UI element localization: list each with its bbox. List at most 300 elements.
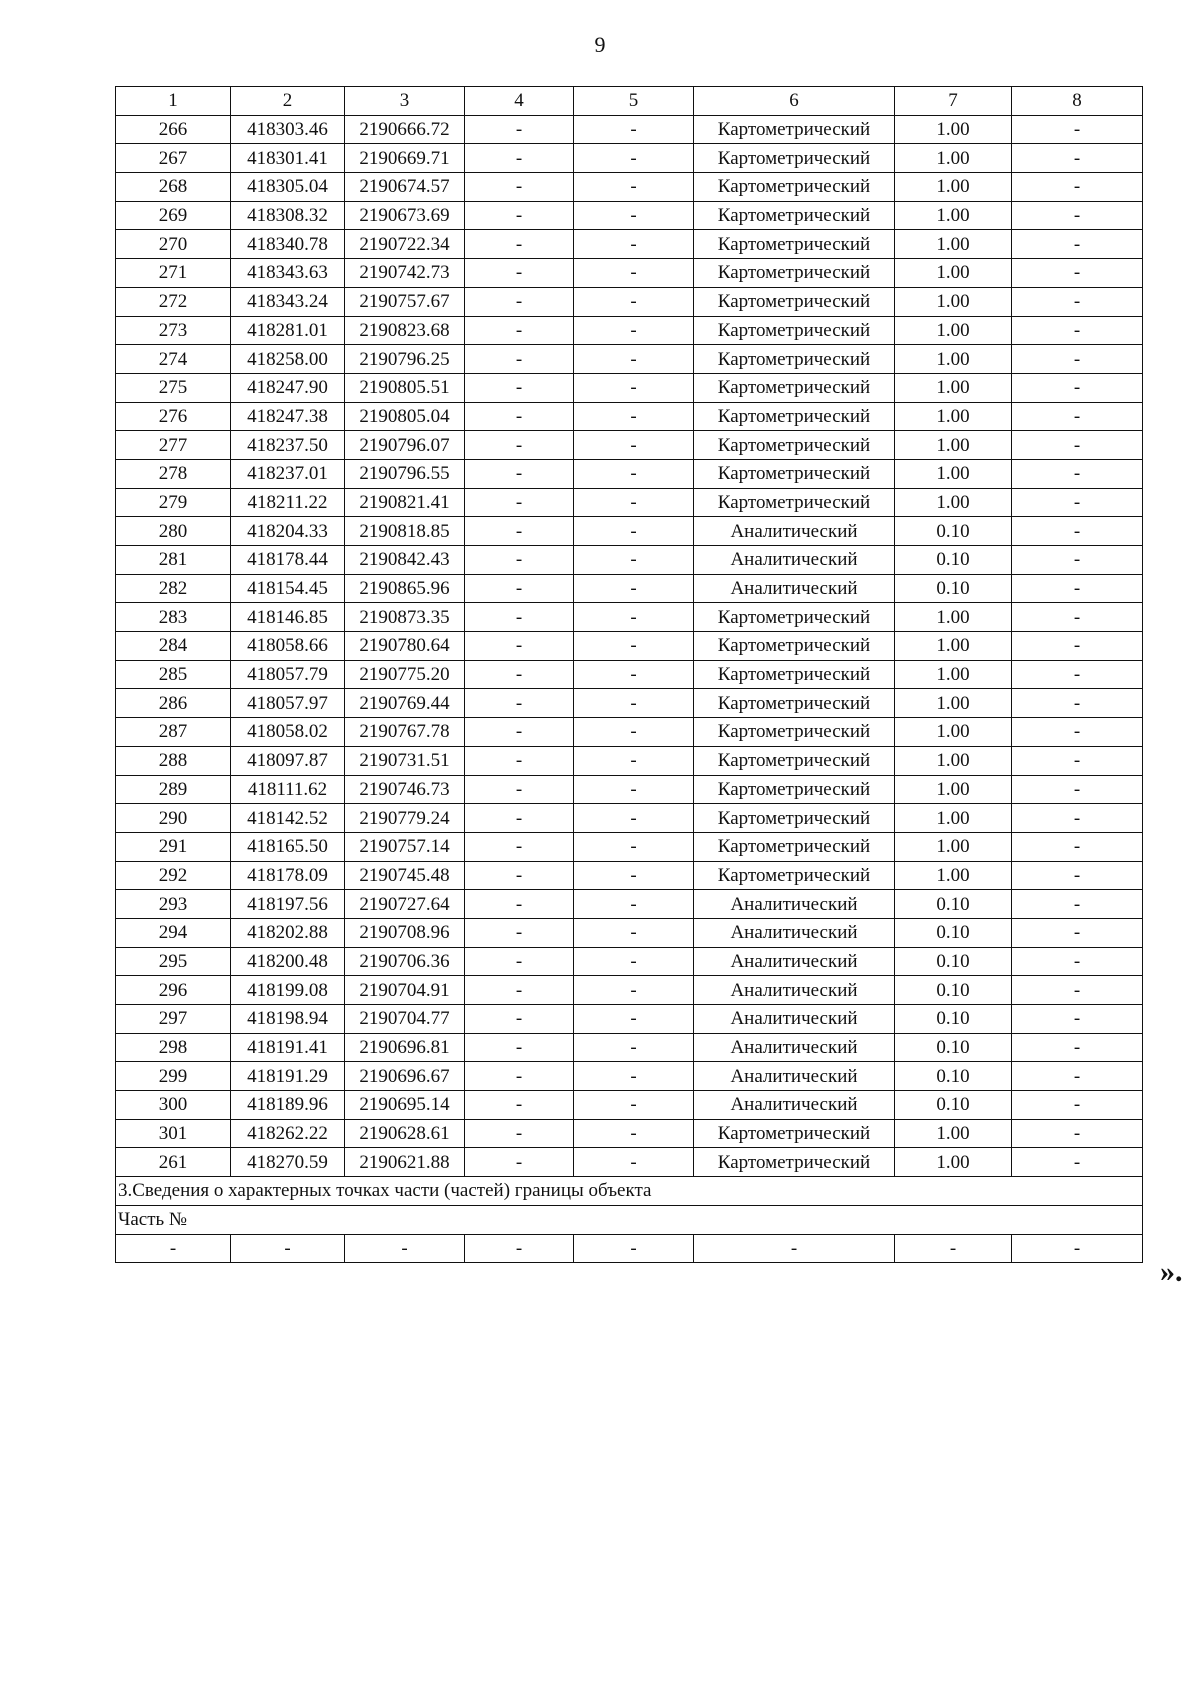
table-cell: 281 [116, 546, 231, 575]
table-cell: 2190628.61 [345, 1119, 465, 1148]
table-row [116, 1148, 1143, 1177]
table-cell: 418057.79 [231, 660, 345, 689]
table-cell: 272 [116, 287, 231, 316]
table-cell: - [1012, 603, 1143, 632]
table-cell: 418270.59 [231, 1148, 345, 1177]
table-cell: 300 [116, 1091, 231, 1120]
table-cell: - [1012, 173, 1143, 202]
table-cell: - [1012, 373, 1143, 402]
table-cell: - [1012, 1148, 1143, 1177]
table-cell: - [574, 775, 694, 804]
part-label-row [116, 1205, 1143, 1234]
table-cell: 418237.50 [231, 431, 345, 460]
table-cell: - [694, 1234, 895, 1263]
table-cell: - [574, 689, 694, 718]
table-cell: 418305.04 [231, 173, 345, 202]
table-cell: - [574, 832, 694, 861]
table-cell: 418237.01 [231, 459, 345, 488]
table-cell: 418308.32 [231, 201, 345, 230]
table-cell: 270 [116, 230, 231, 259]
table-cell: - [1012, 201, 1143, 230]
table-cell: - [1012, 660, 1143, 689]
table-cell: - [574, 660, 694, 689]
table-cell: 2190796.55 [345, 459, 465, 488]
table-cell: - [1012, 345, 1143, 374]
table-row [116, 201, 1143, 230]
table-cell: - [1012, 890, 1143, 919]
table-cell: - [465, 947, 574, 976]
table-cell: - [574, 1091, 694, 1120]
closing-quote-mark: ». [1160, 1255, 1183, 1288]
table-row [116, 345, 1143, 374]
table-cell: 2190704.91 [345, 976, 465, 1005]
table-cell: 269 [116, 201, 231, 230]
table-cell: 0.10 [895, 574, 1012, 603]
table-row [116, 947, 1143, 976]
table-cell: - [116, 1234, 231, 1263]
table-cell: 2190695.14 [345, 1091, 465, 1120]
table-cell: 1.00 [895, 1148, 1012, 1177]
table-cell: - [574, 316, 694, 345]
table-cell: - [465, 660, 574, 689]
table-cell: 1.00 [895, 832, 1012, 861]
table-cell: - [574, 115, 694, 144]
table-cell: - [574, 459, 694, 488]
table-cell: - [574, 1033, 694, 1062]
table-cell: - [1012, 718, 1143, 747]
table-cell: 418198.94 [231, 1005, 345, 1034]
table-cell: 418200.48 [231, 947, 345, 976]
table-cell: 418178.44 [231, 546, 345, 575]
table-cell: - [465, 1091, 574, 1120]
table-row [116, 1091, 1143, 1120]
table-cell: Аналитический [694, 574, 895, 603]
table-cell: 418204.33 [231, 517, 345, 546]
table-cell: 1.00 [895, 459, 1012, 488]
table-cell: 288 [116, 746, 231, 775]
table-cell: 279 [116, 488, 231, 517]
table-cell: 1.00 [895, 689, 1012, 718]
table-cell: 2190769.44 [345, 689, 465, 718]
table-row [116, 459, 1143, 488]
table-cell: 1.00 [895, 402, 1012, 431]
table-cell: 289 [116, 775, 231, 804]
table-cell: 2190796.25 [345, 345, 465, 374]
table-row [116, 144, 1143, 173]
table-cell: 2190746.73 [345, 775, 465, 804]
table-cell: 291 [116, 832, 231, 861]
table-cell: - [574, 517, 694, 546]
table-cell: 2190821.41 [345, 488, 465, 517]
table-row [116, 574, 1143, 603]
table-cell: - [465, 173, 574, 202]
section-title-row [116, 1177, 1143, 1206]
table-cell: 1.00 [895, 373, 1012, 402]
table-cell: 0.10 [895, 546, 1012, 575]
section-title: 3.Сведения о характерных точках части (частей) границы объекта [116, 1177, 1143, 1206]
table-cell: - [574, 144, 694, 173]
table-cell: Аналитический [694, 546, 895, 575]
table-row [116, 546, 1143, 575]
table-cell: 2190842.43 [345, 546, 465, 575]
table-cell: 2190805.04 [345, 402, 465, 431]
table-cell: 2190673.69 [345, 201, 465, 230]
table-row [116, 918, 1143, 947]
table-cell: - [1012, 947, 1143, 976]
table-cell: - [231, 1234, 345, 1263]
table-cell: 294 [116, 918, 231, 947]
table-cell: - [574, 861, 694, 890]
table-cell: 2190779.24 [345, 804, 465, 833]
table-cell: 2190727.64 [345, 890, 465, 919]
table-cell: 292 [116, 861, 231, 890]
table-cell: - [465, 402, 574, 431]
table-cell: 0.10 [895, 947, 1012, 976]
table-cell: - [574, 603, 694, 632]
table-cell: - [1012, 402, 1143, 431]
table-cell: - [1012, 1062, 1143, 1091]
table-cell: Картометрический [694, 201, 895, 230]
table-cell: - [465, 603, 574, 632]
table-cell: - [1012, 546, 1143, 575]
table-cell: 1.00 [895, 488, 1012, 517]
table-cell: 2190865.96 [345, 574, 465, 603]
table-cell: 418197.56 [231, 890, 345, 919]
table-row [116, 718, 1143, 747]
table-cell: 418258.00 [231, 345, 345, 374]
table-cell: 418303.46 [231, 115, 345, 144]
table-cell: - [465, 746, 574, 775]
column-header: 6 [694, 87, 895, 116]
table-cell: - [574, 804, 694, 833]
table-cell: - [465, 976, 574, 1005]
table-cell: - [574, 402, 694, 431]
table-cell: - [465, 1119, 574, 1148]
table-cell: 298 [116, 1033, 231, 1062]
table-cell: Картометрический [694, 173, 895, 202]
table-cell: - [1012, 746, 1143, 775]
page-number: 9 [594, 32, 606, 57]
table-cell: - [1012, 431, 1143, 460]
table-cell: 2190722.34 [345, 230, 465, 259]
table-cell: Картометрический [694, 144, 895, 173]
table-cell: 285 [116, 660, 231, 689]
table-row [116, 832, 1143, 861]
table-cell: Картометрический [694, 345, 895, 374]
table-cell: - [574, 947, 694, 976]
table-cell: 1.00 [895, 746, 1012, 775]
table-cell: 418202.88 [231, 918, 345, 947]
table-cell: 2190823.68 [345, 316, 465, 345]
table-row [116, 115, 1143, 144]
table-cell: 418340.78 [231, 230, 345, 259]
table-cell: - [465, 1148, 574, 1177]
table-header-row [116, 87, 1143, 116]
table-cell: Аналитический [694, 1033, 895, 1062]
table-cell: - [1012, 316, 1143, 345]
table-cell: 2190818.85 [345, 517, 465, 546]
table-cell: - [1012, 1119, 1143, 1148]
table-row [116, 517, 1143, 546]
table-cell: - [1012, 1091, 1143, 1120]
table-cell: - [465, 1033, 574, 1062]
table-cell: 275 [116, 373, 231, 402]
table-row [116, 660, 1143, 689]
table-cell: 1.00 [895, 660, 1012, 689]
table-cell: 266 [116, 115, 231, 144]
table-cell: 1.00 [895, 345, 1012, 374]
table-cell: 1.00 [895, 775, 1012, 804]
table-cell: - [574, 287, 694, 316]
table-cell: 1.00 [895, 1119, 1012, 1148]
table-cell: 2190805.51 [345, 373, 465, 402]
table-cell: 278 [116, 459, 231, 488]
table-row [116, 689, 1143, 718]
table-cell: - [465, 775, 574, 804]
table-cell: 418154.45 [231, 574, 345, 603]
table-cell: Картометрический [694, 660, 895, 689]
table-cell: 2190708.96 [345, 918, 465, 947]
table-cell: - [465, 1005, 574, 1034]
table-cell: Картометрический [694, 373, 895, 402]
boundary-points-table [115, 86, 1143, 1263]
table-cell: - [1012, 459, 1143, 488]
table-row [116, 890, 1143, 919]
table-cell: - [574, 918, 694, 947]
table-cell: - [465, 459, 574, 488]
table-cell: - [465, 287, 574, 316]
table-cell: - [574, 1062, 694, 1091]
table-cell: 299 [116, 1062, 231, 1091]
table-cell: - [1012, 1005, 1143, 1034]
table-cell: 286 [116, 689, 231, 718]
table-cell: 0.10 [895, 1062, 1012, 1091]
table-cell: - [465, 201, 574, 230]
table-cell: Аналитический [694, 947, 895, 976]
table-cell: 282 [116, 574, 231, 603]
table-cell: - [574, 746, 694, 775]
table-cell: 418165.50 [231, 832, 345, 861]
table-cell: 287 [116, 718, 231, 747]
column-header: 5 [574, 87, 694, 116]
table-cell: 2190696.67 [345, 1062, 465, 1091]
table-cell: - [574, 488, 694, 517]
table-cell: 2190757.67 [345, 287, 465, 316]
table-cell: 290 [116, 804, 231, 833]
table-row [116, 402, 1143, 431]
table-cell: 418191.41 [231, 1033, 345, 1062]
table-row [116, 1119, 1143, 1148]
table-cell: 2190745.48 [345, 861, 465, 890]
table-cell: - [465, 861, 574, 890]
table-row [116, 173, 1143, 202]
table-cell: 1.00 [895, 287, 1012, 316]
table-cell: - [1012, 861, 1143, 890]
table-cell: 2190731.51 [345, 746, 465, 775]
table-cell: Картометрический [694, 861, 895, 890]
table-cell: Аналитический [694, 1091, 895, 1120]
table-cell: Картометрический [694, 402, 895, 431]
table-cell: - [1012, 115, 1143, 144]
table-row [116, 746, 1143, 775]
table-cell: Аналитический [694, 517, 895, 546]
table-cell: Аналитический [694, 976, 895, 1005]
table-row [116, 804, 1143, 833]
table-row [116, 259, 1143, 288]
table-cell: - [465, 718, 574, 747]
table-cell: - [465, 804, 574, 833]
table-cell: 0.10 [895, 1005, 1012, 1034]
table-cell: - [345, 1234, 465, 1263]
table-cell: 0.10 [895, 1033, 1012, 1062]
table-cell: 280 [116, 517, 231, 546]
table-cell: Картометрический [694, 718, 895, 747]
table-cell: Картометрический [694, 115, 895, 144]
table-cell: Картометрический [694, 632, 895, 661]
table-cell: Картометрический [694, 804, 895, 833]
table-cell: 418262.22 [231, 1119, 345, 1148]
table-cell: Картометрический [694, 431, 895, 460]
column-header: 8 [1012, 87, 1143, 116]
table-row [116, 431, 1143, 460]
table-cell: - [465, 890, 574, 919]
table-cell: 418191.29 [231, 1062, 345, 1091]
table-cell: - [574, 1119, 694, 1148]
table-cell: - [574, 259, 694, 288]
table-cell: - [465, 144, 574, 173]
table-cell: 418281.01 [231, 316, 345, 345]
table-cell: - [574, 1148, 694, 1177]
table-cell: 1.00 [895, 173, 1012, 202]
table-cell: 2190621.88 [345, 1148, 465, 1177]
column-header: 1 [116, 87, 231, 116]
table-cell: - [1012, 832, 1143, 861]
table-cell: 295 [116, 947, 231, 976]
table-cell: - [465, 259, 574, 288]
table-cell: - [574, 718, 694, 747]
table-cell: 1.00 [895, 861, 1012, 890]
table-cell: 2190780.64 [345, 632, 465, 661]
table-cell: - [465, 431, 574, 460]
table-cell: 276 [116, 402, 231, 431]
table-row [116, 230, 1143, 259]
table-cell: 1.00 [895, 230, 1012, 259]
table-row [116, 1033, 1143, 1062]
table-cell: Картометрический [694, 775, 895, 804]
table-cell: 418111.62 [231, 775, 345, 804]
table-cell: 2190873.35 [345, 603, 465, 632]
table-cell: 418247.90 [231, 373, 345, 402]
table-cell: - [465, 1234, 574, 1263]
table-cell: - [465, 230, 574, 259]
table-cell: - [574, 230, 694, 259]
table-cell: 418199.08 [231, 976, 345, 1005]
table-cell: Аналитический [694, 1005, 895, 1034]
table-cell: - [1012, 144, 1143, 173]
table-cell: Картометрический [694, 287, 895, 316]
table-cell: 418343.63 [231, 259, 345, 288]
table-cell: 0.10 [895, 1091, 1012, 1120]
table-cell: - [1012, 574, 1143, 603]
table-row [116, 373, 1143, 402]
table-cell: - [1012, 689, 1143, 718]
table-cell: Картометрический [694, 832, 895, 861]
table-cell: 1.00 [895, 632, 1012, 661]
column-header: 4 [465, 87, 574, 116]
table-cell: - [1012, 230, 1143, 259]
table-cell: 296 [116, 976, 231, 1005]
table-cell: 418058.66 [231, 632, 345, 661]
table-cell: 1.00 [895, 718, 1012, 747]
table-cell: 1.00 [895, 431, 1012, 460]
table-cell: - [1012, 976, 1143, 1005]
table-cell: Картометрический [694, 230, 895, 259]
table-cell: 274 [116, 345, 231, 374]
table-cell: - [465, 632, 574, 661]
table-cell: 418057.97 [231, 689, 345, 718]
table-cell: 2190757.14 [345, 832, 465, 861]
table-cell: 418247.38 [231, 402, 345, 431]
table-cell: 1.00 [895, 259, 1012, 288]
table-cell: - [465, 316, 574, 345]
table-cell: Аналитический [694, 1062, 895, 1091]
table-cell: Картометрический [694, 689, 895, 718]
table-cell: Картометрический [694, 746, 895, 775]
table-cell: Картометрический [694, 459, 895, 488]
table-cell: 418142.52 [231, 804, 345, 833]
column-header: 7 [895, 87, 1012, 116]
table-cell: - [465, 373, 574, 402]
table-cell: 2190706.36 [345, 947, 465, 976]
table-cell: 1.00 [895, 603, 1012, 632]
column-header: 3 [345, 87, 465, 116]
table-cell: 261 [116, 1148, 231, 1177]
table-row [116, 287, 1143, 316]
table-cell: - [574, 431, 694, 460]
table-cell: - [1012, 775, 1143, 804]
table-cell: 2190704.77 [345, 1005, 465, 1034]
table-cell: - [1012, 1033, 1143, 1062]
table-row [116, 976, 1143, 1005]
table-cell: - [465, 115, 574, 144]
table-cell: 2190742.73 [345, 259, 465, 288]
table-row [116, 1062, 1143, 1091]
table-cell: - [574, 201, 694, 230]
table-cell: 2190796.07 [345, 431, 465, 460]
table-row [116, 603, 1143, 632]
table-cell: - [465, 918, 574, 947]
table-cell: 0.10 [895, 976, 1012, 1005]
table-cell: 293 [116, 890, 231, 919]
table-cell: 277 [116, 431, 231, 460]
table-cell: Аналитический [694, 918, 895, 947]
table-cell: - [574, 574, 694, 603]
part-number-label: Часть № [116, 1205, 1143, 1234]
table-cell: - [465, 546, 574, 575]
table-cell: 2190669.71 [345, 144, 465, 173]
points-table-body [116, 115, 1143, 1176]
table-cell: 273 [116, 316, 231, 345]
table-cell: 418146.85 [231, 603, 345, 632]
table-cell: Картометрический [694, 1148, 895, 1177]
table-cell: 1.00 [895, 115, 1012, 144]
column-header: 2 [231, 87, 345, 116]
table-cell: 301 [116, 1119, 231, 1148]
table-row [116, 632, 1143, 661]
table-cell: Картометрический [694, 488, 895, 517]
table-cell: - [574, 976, 694, 1005]
table-cell: 2190674.57 [345, 173, 465, 202]
